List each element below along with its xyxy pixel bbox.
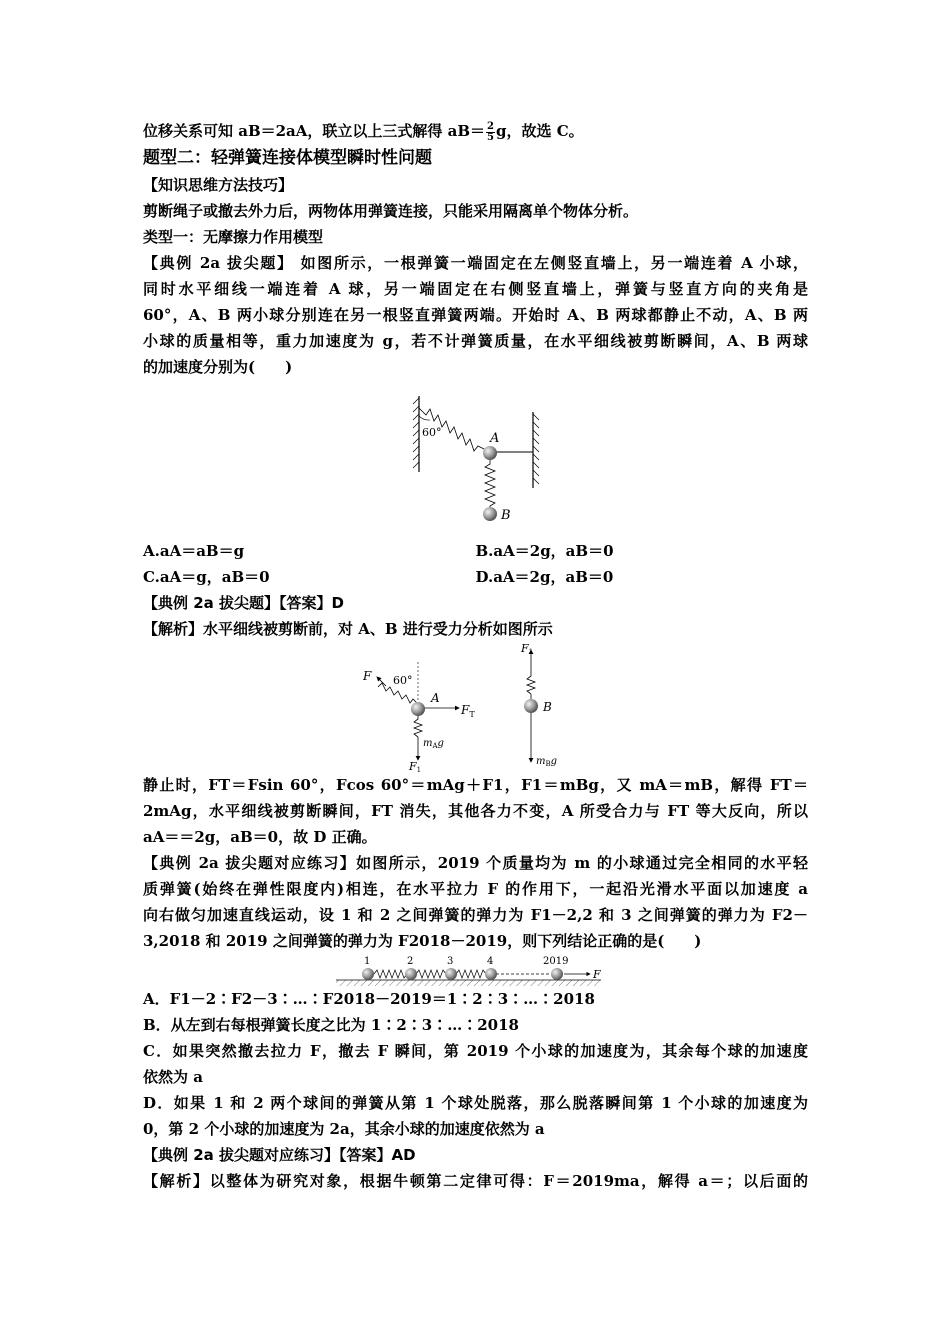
line-continuation: 位移关系可知 aB＝2aA，联立以上三式解得 aB＝ $\frac{2}{5}$ g，故选 C。: [143, 120, 584, 143]
chain-ball-2: [405, 968, 417, 980]
example-text: 60°，A、B 两小球分别连在另一根竖直弹簧两端。开始时 A、B 两球都静止不动，A、B 两: [143, 306, 808, 324]
option-c2: C．如果突然撤去拉力 F，撤去 F 瞬间，第 2019 个小球的加速度为，其余每个球的加速度: [143, 1042, 808, 1060]
ball-b-2: [524, 699, 538, 713]
ball-chain-figure: [143, 954, 808, 986]
ball-b-label-2: B: [542, 700, 552, 714]
pull-force-label: F: [592, 968, 601, 981]
example-text: 的加速度分别为( ): [143, 358, 293, 376]
spring-figure: [143, 380, 808, 538]
example-text: 小球的质量相等，重力加速度为 g，若不计弹簧质量，在水平细线被剪断瞬间，A、B 两球: [143, 332, 808, 350]
skills-body: 剪断绳子或撤去外力后，两物体用弹簧连接，只能采用隔离单个物体分析。: [143, 202, 639, 220]
document-page: [143, 118, 808, 1194]
analysis-line-2: 【解析】以整体为研究对象，根据牛顿第二定律可得：F＝2019ma，解得 a＝；以后面的: [143, 1172, 808, 1190]
option-d2: D．如果 1 和 2 两个球间的弹簧从第 1 个球处脱落，那么脱落瞬间第 1 个小球的加速度为: [143, 1094, 808, 1112]
option-a2: A．F1－2∶F2－3∶…∶F2018－2019＝1∶2∶3∶…∶2018: [143, 990, 595, 1008]
angle-label: 60°: [421, 426, 441, 439]
section-title: 题型二：轻弹簧连接体模型瞬时性问题: [143, 148, 432, 168]
practice-text: 向右做匀加速直线运动，设 1 和 2 之间弹簧的弹力为 F1－2,2 和 3 之间弹簧的弹力为 F2－: [143, 906, 808, 924]
option-a: A.aA＝aB＝g: [143, 542, 245, 560]
ball-b-label: B: [500, 508, 511, 523]
example-text: 同时水平细线一端连着 A 球，另一端固定在右侧竖直墙上，弹簧与竖直方向的夹角是: [143, 280, 808, 298]
option-d: D.aA＝2g，aB＝0: [475, 568, 614, 586]
practice-text: 3,2018 和 2019 之间弹簧的弹力为 F2018－2019，则下列结论正确的是( ): [143, 932, 702, 950]
ball-a-2: [411, 702, 425, 716]
chain-ball-4: [485, 968, 497, 980]
force-f1-label-b: F1: [520, 642, 533, 656]
option-c2-cont: 依然为 a: [143, 1068, 203, 1086]
options-row: [143, 564, 808, 590]
ball-b: [483, 507, 497, 521]
answer-line-2: 【典例 2a 拔尖题对应练习】【答案】AD: [143, 1146, 416, 1164]
practice-text: 【典例 2a 拔尖题对应练习】如图所示，2019 个质量均为 m 的小球通过完全相同的水平轻: [143, 854, 808, 872]
force-f1-label: F1: [408, 760, 421, 772]
skills-heading: 【知识思维方法技巧】: [143, 176, 294, 194]
solution-line: 2mAg，水平细线被剪断瞬间，FT 消失，其他各力不变，A 所受合力与 FT 等大反向，所以: [143, 802, 808, 820]
analysis-line: 【解析】水平细线被剪断前，对 A、B 进行受力分析如图所示: [143, 620, 553, 638]
force-ft-label: $F_T$: [460, 703, 475, 719]
angle-label-2: 60°: [392, 674, 412, 687]
ball-a: [483, 446, 497, 460]
weight-b-label: $m_Bg$: [535, 756, 557, 768]
chain-ball-2019: [551, 968, 563, 980]
force-diagram: [143, 642, 808, 772]
ball-num-1: 1: [363, 956, 370, 967]
type-heading: 类型一：无摩擦力作用模型: [143, 228, 324, 246]
fraction: $\frac{2}{5}$: [487, 120, 495, 143]
chain-ball-3: [445, 968, 457, 980]
option-c: C.aA＝g，aB＝0: [143, 568, 270, 586]
ball-num-2019: 2019: [542, 956, 568, 967]
solution-line: aA＝＝2g，aB＝0，故 D 正确。: [143, 828, 377, 846]
practice-text: 质弹簧(始终在弹性限度内)相连，在水平拉力 F 的作用下，一起沿光滑水平面以加速度 a: [143, 880, 808, 898]
option-b2: B．从左到右每根弹簧长度之比为 1∶2∶3∶…∶2018: [143, 1016, 519, 1034]
ball-a-label: A: [489, 431, 499, 446]
weight-a-label: $m_Ag$: [422, 738, 444, 750]
example-text: 【典例 2a 拔尖题】 如图所示，一根弹簧一端固定在左侧竖直墙上，另一端连着 A 小球，: [143, 254, 808, 272]
answer-line: 【典例 2a 拔尖题】【答案】D: [143, 594, 344, 612]
solution-line: 静止时，FT＝Fsin 60°，Fcos 60°＝mAg＋F1，F1＝mBg，又 mA＝mB，解得 FT＝: [143, 776, 808, 794]
ball-a-label-2: A: [430, 691, 440, 705]
chain-ball-1: [362, 968, 374, 980]
force-f-label: F: [362, 669, 371, 683]
ball-num-3: 3: [446, 956, 453, 967]
ball-num-4: 4: [486, 956, 493, 967]
option-b: B.aA＝2g，aB＝0: [475, 542, 614, 560]
ball-num-2: 2: [406, 956, 413, 967]
options-row: [143, 538, 808, 564]
option-d2-cont: 0，第 2 个小球的加速度为 2a，其余小球的加速度依然为 a: [143, 1120, 545, 1138]
